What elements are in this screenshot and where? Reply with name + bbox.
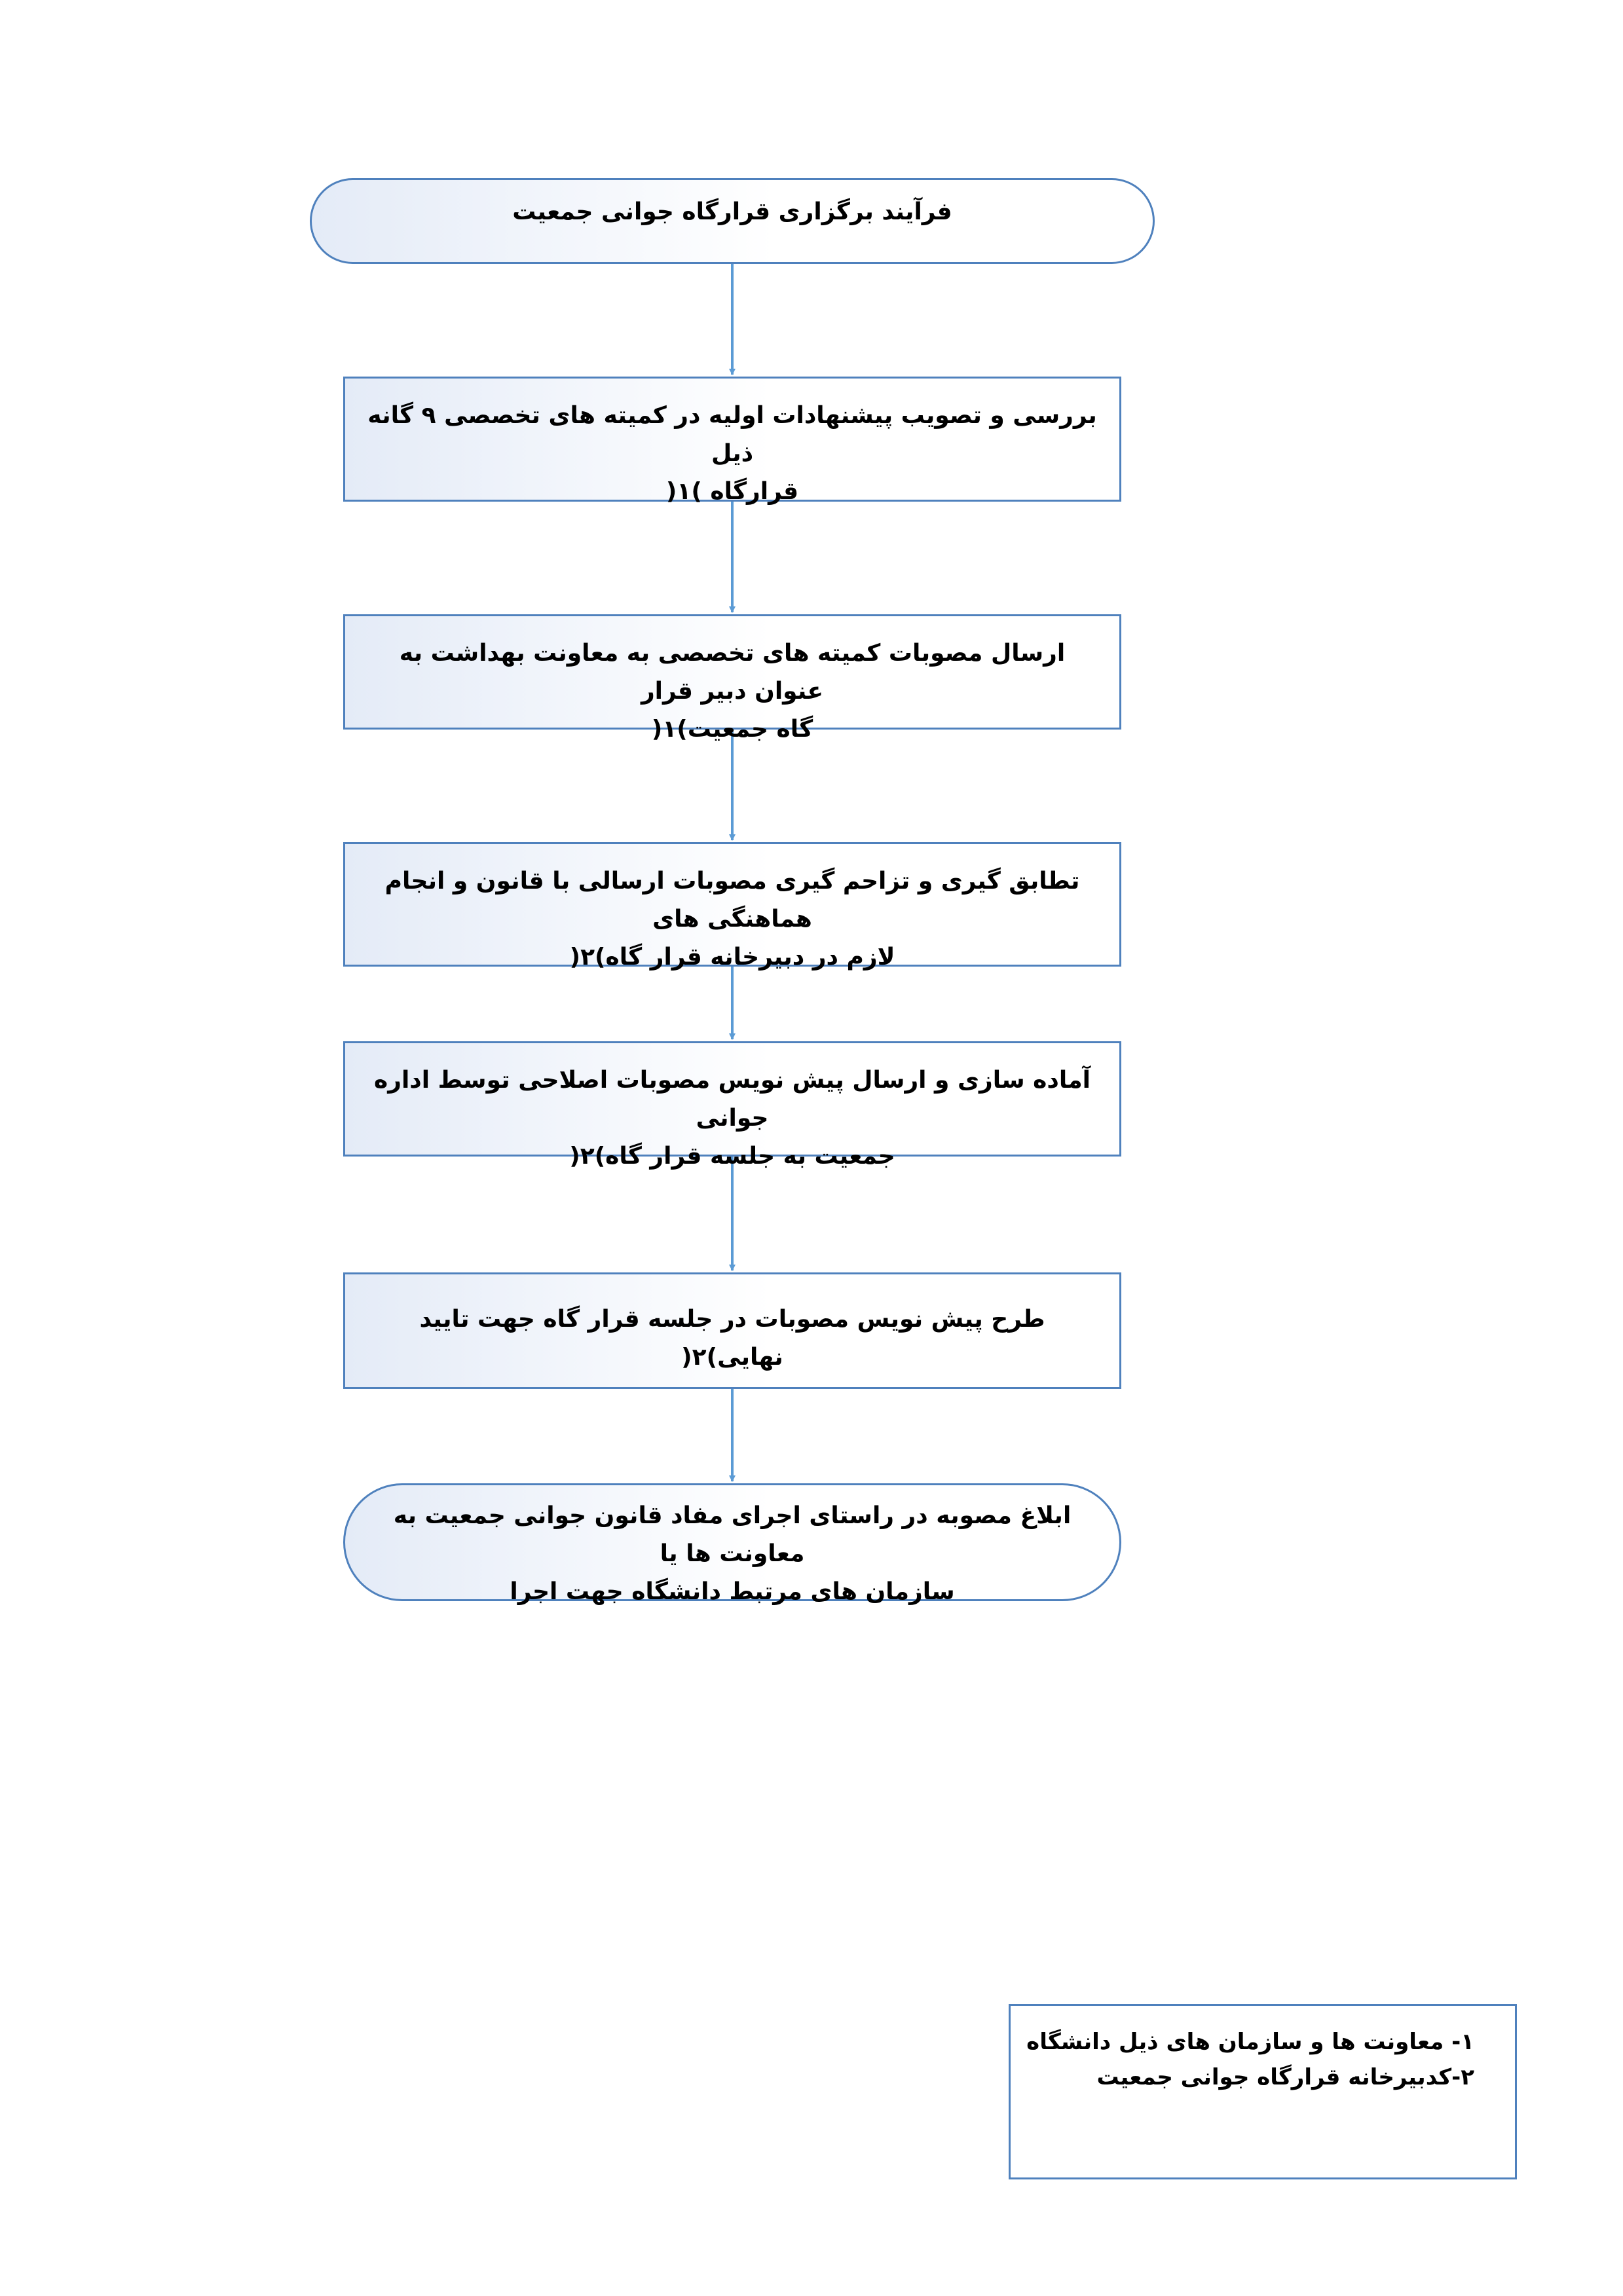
legend-line-1: ۱- معاونت ها و سازمان های ذیل دانشگاه (1026, 2029, 1474, 2055)
start-terminal (310, 178, 1155, 264)
process-step-3 (343, 842, 1121, 971)
process-step-5 (343, 1272, 1121, 1389)
legend-line-2: ۲-کدبیرخانه قرارگاه جوانی جمعیت (1096, 2064, 1474, 2090)
step-4-line-1: آماده سازی و ارسال پیش نویس مصوبات اصلاحی توسط اداره جوانی (373, 1067, 1091, 1132)
process-step-2 (343, 614, 1121, 743)
process-step-4 (343, 1041, 1121, 1170)
step-2-line-2: گاه جمعیت)۱( (651, 716, 813, 743)
flowchart-title: فرآیند برگزاری قرارگاه جوانی جمعیت (512, 198, 952, 225)
step-3-line-2: لازم در دبیرخانه قرار گاه)۲( (569, 944, 895, 971)
step-1-line-2: قرارگاه )۱( (665, 478, 799, 505)
end-line-2: سازمان های مرتبط دانشگاه جهت اجرا (510, 1578, 955, 1605)
step-2-line-1: ارسال مصوبات کمیته های تخصصی به معاونت بهداشت به عنوان دبیر قرار (399, 640, 1066, 705)
legend-box (1009, 2004, 1517, 2179)
step-5-line-1: طرح پیش نویس مصوبات در جلسه قرار گاه جهت تایید نهایی)۲( (419, 1306, 1045, 1371)
step-1-line-1: بررسی و تصویب پیشنهادات اولیه در کمیته های تخصصی ۹ گانه ذیل (367, 402, 1097, 467)
step-4-line-2: جمعیت به جلسه قرار گاه)۲( (569, 1143, 895, 1170)
step-3-line-1: تطابق گیری و تزاحم گیری مصوبات ارسالی با قانون و انجام هماهنگی های (384, 868, 1080, 933)
end-terminal (343, 1483, 1121, 1605)
process-step-1 (343, 377, 1121, 505)
end-line-1: ابلاغ مصوبه در راستای اجرای مفاد قانون جوانی جمعیت به معاونت ها یا (393, 1502, 1072, 1567)
